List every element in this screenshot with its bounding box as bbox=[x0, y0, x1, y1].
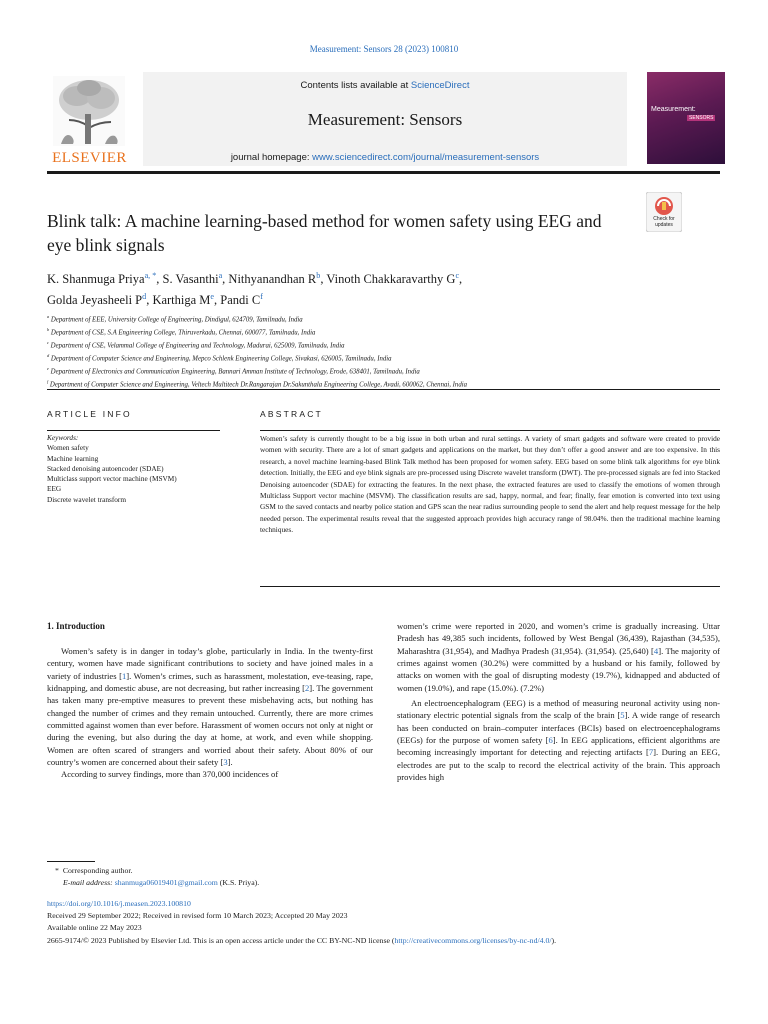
author-affiliation-marker[interactable]: a bbox=[218, 271, 223, 280]
footnote-divider bbox=[47, 861, 95, 862]
author-affiliation-marker[interactable]: c bbox=[455, 271, 460, 280]
doi-link[interactable]: https://doi.org/10.1016/j.measen.2023.100810 bbox=[47, 899, 191, 908]
body-column-left bbox=[47, 645, 373, 781]
citation-ref-6[interactable]: 6 bbox=[548, 735, 553, 746]
author-separator: , bbox=[146, 293, 153, 308]
keyword-item: EEG bbox=[47, 484, 62, 494]
license-link[interactable]: http://creativecommons.org/licenses/by-nc-nd/4.0/ bbox=[394, 935, 552, 945]
journal-title: Measurement: Sensors bbox=[307, 110, 463, 129]
journal-cover-thumbnail[interactable] bbox=[647, 72, 725, 164]
intro-paragraph-4: An electroencephalogram (EEG) is a method of measuring neuronal activity using non-stationary electric potential signals from the scalp of the brain [5]. A wide range of research has been conducted on brain–computer interfaces (BCIs) based on electroencephalograms (EEGs) for the purpose of women safety [6]. In EEG applications, efficient algorithms are becoming increasingly important for detecting and rejecting artifacts [7]. During an EEG, electrodes are put to the scalp to record the electrical activity of the brain. This approach provides high bbox=[397, 698, 720, 783]
affiliation-marker: c bbox=[47, 340, 49, 346]
affiliation-item bbox=[47, 325, 707, 338]
author-name: Pandi C bbox=[220, 293, 261, 308]
license-line: 2665-9174/© 2023 Published by Elsevier Ltd. This is an open access article under the CC BY-NC-ND license (http://creativecommons.org/licenses/by-nc-nd/4.0/). bbox=[47, 935, 557, 945]
affiliation-text: Department of CSE, Velammal College of Engineering and Technology, Madurai, 625009, Tamilnadu, India bbox=[48, 342, 345, 350]
received-dates: Received 29 September 2022; Received in revised form 10 March 2023; Accepted 20 May 2023 bbox=[47, 911, 348, 921]
author-affiliation-marker[interactable]: d bbox=[142, 292, 147, 302]
author-affiliation-marker[interactable]: f bbox=[260, 292, 263, 302]
affiliation-text: Department of Computer Science and Engineering, Veltech Multitech Dr.Rangarajan Dr.Sakunthala Engineering College, Avadi, 600062, Chennai, India bbox=[48, 381, 467, 389]
affiliation-list bbox=[47, 312, 707, 390]
journal-banner bbox=[47, 70, 627, 166]
email-label: E-mail address: bbox=[63, 878, 113, 887]
citation-ref-7[interactable]: 7 bbox=[648, 747, 654, 758]
abstract-text: Women’s safety is currently thought to be a big issue in both urban and rural settings. A variety of smart gadgets and software were created to provide women with security. There are a lot of smart gadgets and applications on the market, but they don’t offer a good answer and are too expensive. In this research, a novel machine learning-based Blink Talk method has been proposed for women safety. EEG based on some blink talk algorithms for eye blink detection. Initially, the EEG and eye blink signals are pre-processed using Discrete wavelet transform (DWT). The pre-processed signals are fed into Stacked Denoising autoencoder (SDAE) for extracting the features. In the next phase, the extracted features are used to classify the emotions of women through Multiclass Support vector machine (MSVM). The classification results are sad, happy, normal, and fear; finally, fear emotion is converted into text using GSM to the saved contacts and nearby police station and GPS scan the near radius surrounding people to send the alert and help request message for the help needed person. The experimental results reveal that the suggested approach provides high accuracy range of 98.04%. then the traditional machine learning techniques. bbox=[260, 434, 720, 535]
article-meta bbox=[47, 898, 747, 947]
affiliation-marker: b bbox=[47, 327, 50, 333]
author-name: Nithyanandhan R bbox=[228, 272, 317, 287]
cover-subtitle: SENSORS bbox=[689, 115, 714, 121]
affiliation-text: Department of CSE, S.A Engineering College, Thiruverkadu, Chennai, 600077, Tamilnadu, India bbox=[49, 329, 316, 337]
keywords-label: Keywords: bbox=[47, 433, 79, 442]
elsevier-wordmark: ELSEVIER bbox=[52, 150, 127, 166]
elsevier-logo[interactable] bbox=[47, 72, 132, 166]
affiliation-marker: f bbox=[47, 379, 49, 385]
contents-line: Contents lists available at ScienceDirect bbox=[300, 80, 470, 91]
check-updates-label: Check for updates bbox=[653, 216, 675, 228]
article-info-heading: ARTICLE INFO bbox=[47, 409, 132, 419]
author-name: Golda Jeyasheeli P bbox=[47, 293, 143, 308]
keyword-item: Women safety bbox=[47, 443, 89, 453]
header-divider bbox=[47, 171, 720, 174]
footnote-marker: * bbox=[55, 866, 59, 875]
body-column-right bbox=[397, 620, 720, 783]
keyword-item: Discrete wavelet transform bbox=[47, 494, 127, 504]
journal-citation[interactable]: Measurement: Sensors 28 (2023) 100810 bbox=[309, 44, 459, 54]
author-name: S. Vasanthi bbox=[162, 272, 219, 287]
homepage-link[interactable]: www.sciencedirect.com/journal/measurement-sensors bbox=[312, 152, 540, 163]
author-name: Karthiga M bbox=[152, 293, 211, 308]
citation-ref-3[interactable]: 3 bbox=[223, 757, 228, 768]
article-info-rule bbox=[47, 430, 220, 431]
author-list bbox=[47, 267, 687, 309]
intro-paragraph-2: According to survey findings, more than 370,000 incidences of bbox=[61, 769, 279, 780]
keywords-block bbox=[47, 433, 222, 505]
author-name: Vinoth Chakkaravarthy G bbox=[326, 272, 456, 287]
citation-ref-4[interactable]: 4 bbox=[653, 645, 659, 656]
author-separator: , bbox=[214, 293, 221, 308]
affiliation-item bbox=[47, 338, 707, 351]
author-affiliation-marker[interactable]: a, * bbox=[144, 271, 157, 280]
keywords-list bbox=[47, 443, 222, 505]
author-separator: , bbox=[320, 272, 327, 287]
abstract-bottom-rule bbox=[260, 586, 720, 587]
cover-title: Measurement: bbox=[651, 106, 696, 113]
author-name: K. Shanmuga Priya bbox=[47, 272, 145, 287]
journal-info-box bbox=[143, 72, 627, 166]
article-title: Blink talk: A machine learning-based method for women safety using EEG and eye blink signals bbox=[47, 211, 602, 255]
email-owner: (K.S. Priya). bbox=[219, 878, 260, 887]
citation-ref-2[interactable]: 2 bbox=[304, 683, 310, 694]
citation-ref-5[interactable]: 5 bbox=[620, 710, 625, 721]
available-online: Available online 22 May 2023 bbox=[47, 923, 142, 933]
keyword-item: Stacked denoising autoencoder (SDAE) bbox=[47, 463, 164, 473]
intro-paragraph-3: women’s crime were reported in 2020, and women’s crime is gradually increasing. Uttar Pradesh has 49,385 such incidents, followed by West Bengal (36,439), Rajasthan (34,535), Maharashtra (31,954), and Madhya Pradesh (31,954). (31,954). (25,640) [4]. The majority of crimes against women (30.2%) were committed by a husband or his family, followed by attacks on women with the goal of disrupting modesty (19.7%), kidnapped and abducted of women (19.0%), and rape (15.0%). (7.2%) bbox=[397, 621, 720, 693]
affiliation-divider bbox=[47, 389, 720, 390]
affiliation-item bbox=[47, 351, 707, 364]
citation-ref-1[interactable]: 1 bbox=[121, 670, 127, 681]
author-affiliation-marker[interactable]: b bbox=[316, 271, 321, 280]
affiliation-marker: e bbox=[47, 366, 49, 372]
affiliation-text: Department of Computer Science and Engineering, Mepco Schlenk Engineering College, Sivakasi, 626005, Tamilnadu, India bbox=[49, 355, 392, 363]
affiliation-marker: a bbox=[47, 314, 50, 319]
author-separator: , bbox=[156, 272, 163, 287]
sciencedirect-link[interactable]: ScienceDirect bbox=[410, 80, 470, 91]
keyword-item: Multiclass support vector machine (MSVM) bbox=[47, 474, 177, 484]
affiliation-text: Department of EEE, University College of Engineering, Dindigul, 624709, Tamilnadu, India bbox=[49, 316, 303, 324]
intro-paragraph-1: Women’s safety is in danger in today’s globe, particularly in India. In the twenty-first century, women have made significant contributions to society and have joined males in a variety of industries [1]. Women’s crimes, such as harassment, molestation, eve-teasing, rape, kidnapping, and domestic abuse, are not decreasing, but rather increasing [2]. The government has taken many pre-emptive measures to prevent these misbehaving acts, but nothing has changed the number of crimes and they remain untouched. Currently, there are more crimes committed against women than ever before. Harassment of women occurs not only at night or during the evening, but also during the day at home, at work, and even while shopping. Women are often scared of strangers and worried about their safety. About 80% of our country’s women are concerned about their safety [3]. bbox=[47, 646, 373, 768]
affiliation-text: Department of Electronics and Communication Engineering, Bannari Amman Institute of Technology, Erode, 638401, Tamilnadu, India bbox=[48, 368, 420, 376]
abstract-heading: ABSTRACT bbox=[260, 409, 323, 419]
section-heading-introduction: 1. Introduction bbox=[47, 621, 105, 631]
elsevier-tree-icon bbox=[53, 76, 125, 146]
corresponding-label: Corresponding author. bbox=[62, 866, 133, 875]
abstract-rule bbox=[260, 430, 720, 431]
affiliation-item bbox=[47, 312, 707, 325]
author-separator: , bbox=[222, 272, 229, 287]
check-for-updates-button[interactable] bbox=[646, 192, 682, 232]
email-link[interactable]: shanmuga06019401@gmail.com bbox=[114, 878, 218, 887]
journal-homepage: journal homepage: www.sciencedirect.com/journal/measurement-sensors bbox=[230, 152, 540, 163]
author-separator: , bbox=[459, 272, 463, 287]
corresponding-author-footnote bbox=[47, 865, 707, 889]
affiliation-item bbox=[47, 364, 707, 377]
author-affiliation-marker[interactable]: e bbox=[210, 292, 215, 302]
affiliation-marker: d bbox=[47, 353, 50, 359]
keyword-item: Machine learning bbox=[47, 453, 99, 463]
